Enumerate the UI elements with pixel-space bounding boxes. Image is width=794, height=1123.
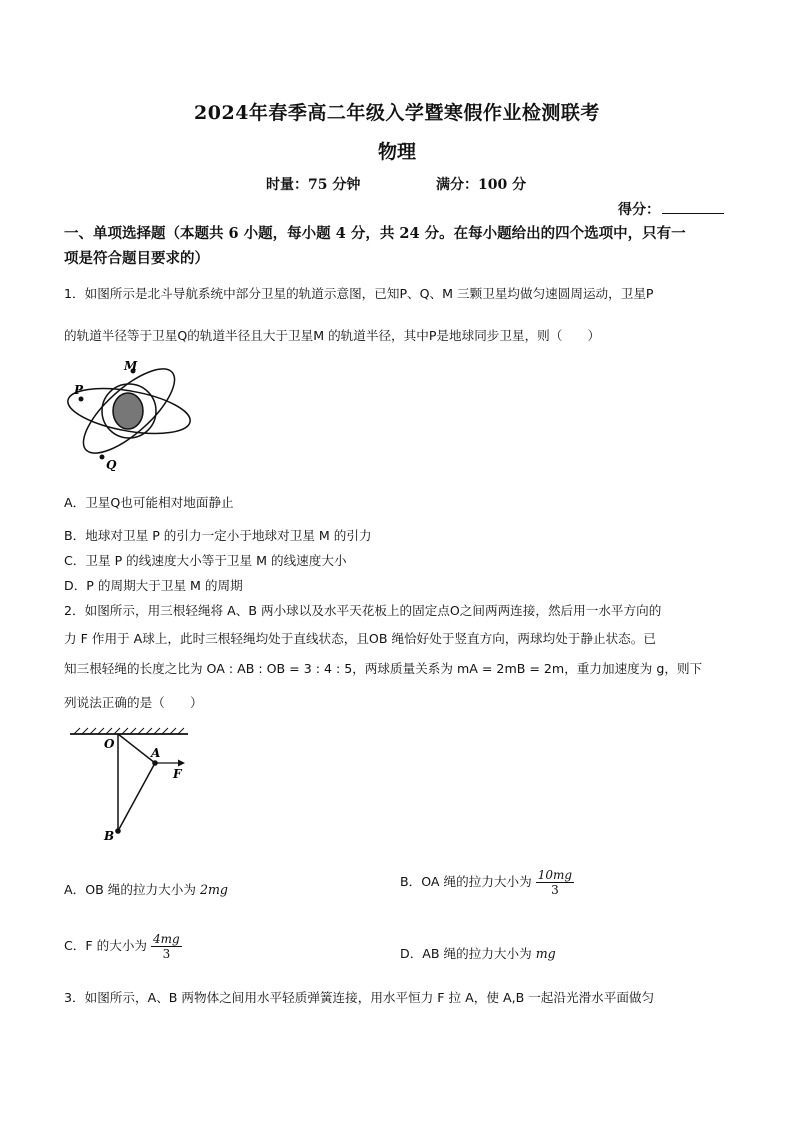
- q1-stem-line1: 1．如图所示是北斗导航系统中部分卫星的轨道示意图，已知P、Q、M 三颗卫星均做匀速圆周运动，卫星P: [64, 286, 654, 301]
- label-a: A: [151, 746, 161, 760]
- label-b: B: [104, 829, 115, 841]
- label-o: O: [104, 737, 115, 751]
- satellite-q-dot: [100, 455, 105, 460]
- q3-stem-line1: 3．如图所示，A、B 两物体之间用水平轻质弹簧连接，用水平恒力 F 拉 A，使 A,B 一起沿光滑水平面做匀: [64, 990, 655, 1005]
- q1-option-c[interactable]: C．卫星 P 的线速度大小等于卫星 M 的线速度大小: [64, 553, 347, 568]
- ball-a: [152, 760, 158, 766]
- q2-stem-line2: 力 F 作用于 A球上，此时三根轻绳均处于直线状态，且OB 绳恰好处于竖直方向，两球均处于静止状态。已: [64, 631, 656, 646]
- q2-option-c[interactable]: [64, 932, 182, 961]
- q1-option-d[interactable]: D．P 的周期大于卫星 M 的周期: [64, 578, 243, 593]
- score-blank[interactable]: [662, 201, 724, 214]
- exam-title: 2024年春季高二年级入学暨寒假作业检测联考: [194, 102, 600, 124]
- fraction-numerator: 4mg: [153, 932, 180, 946]
- q2-option-b-text: B．OA 绳的拉力大小为: [400, 874, 532, 889]
- fraction-denominator: 3: [551, 883, 559, 897]
- label-p: P: [74, 383, 84, 397]
- score-label: 得分：: [618, 202, 660, 218]
- exam-subject: 物理: [377, 141, 416, 163]
- section-heading-line1: 一、单项选择题（本题共 6 小题，每小题 4 分，共 24 分。在每小题给出的四个选项中，只有一: [64, 225, 686, 242]
- ceiling-hatch: [74, 728, 184, 734]
- earth-icon: [113, 393, 143, 429]
- q2-option-d[interactable]: [400, 943, 556, 962]
- label-q: Q: [106, 458, 117, 471]
- rope-oa: [118, 734, 155, 763]
- q2-stem-line1: 2．如图所示，用三根轻绳将 A、B 两小球以及水平天花板上的固定点O之间两两连接，然后用一水平方向的: [64, 603, 662, 618]
- section-heading-line2: 项是符合题目要求的）: [64, 250, 209, 267]
- q2-option-b[interactable]: [400, 868, 574, 897]
- force-arrowhead-icon: [178, 760, 185, 767]
- q1-orbit-figure: [62, 356, 202, 471]
- fraction-numerator: 10mg: [537, 868, 573, 882]
- q2-option-c-text: C．F 的大小为: [64, 938, 148, 953]
- label-m: M: [124, 359, 138, 373]
- exam-full-score: 满分：100 分: [436, 177, 527, 193]
- q2-rope-figure: [68, 726, 198, 841]
- satellite-p-dot: [79, 397, 84, 402]
- rope-ab: [118, 763, 155, 831]
- q2-option-d-value: mg: [535, 946, 556, 961]
- q2-stem-line4: 列说法正确的是（ ）: [64, 695, 203, 710]
- q1-option-b[interactable]: B．地球对卫星 P 的引力一定小于地球对卫星 M 的引力: [64, 528, 372, 543]
- exam-time: 时量：75 分钟: [266, 177, 361, 193]
- q1-option-a[interactable]: A．卫星Q也可能相对地面静止: [64, 495, 234, 510]
- q2-option-d-text: D．AB 绳的拉力大小为: [400, 946, 532, 961]
- q2-stem-line3: 知三根轻绳的长度之比为 OA : AB : OB = 3 : 4 : 5，两球质量关系为 mA = 2mB = 2m，重力加速度为 g，则下: [64, 661, 703, 676]
- ball-b: [115, 828, 121, 834]
- q2-option-b-fraction: [536, 868, 574, 897]
- score-field: [618, 199, 724, 219]
- q1-stem-line2: 的轨道半径等于卫星Q的轨道半径且大于卫星M 的轨道半径，其中P是地球同步卫星，则（ ）: [64, 328, 601, 343]
- q2-option-a-text: A．OB 绳的拉力大小为: [64, 882, 196, 897]
- q2-option-a[interactable]: [64, 879, 228, 898]
- q2-option-c-fraction: [151, 932, 182, 961]
- label-f: F: [173, 767, 182, 781]
- q2-option-a-value: 2mg: [199, 882, 228, 897]
- fraction-denominator: 3: [162, 947, 171, 961]
